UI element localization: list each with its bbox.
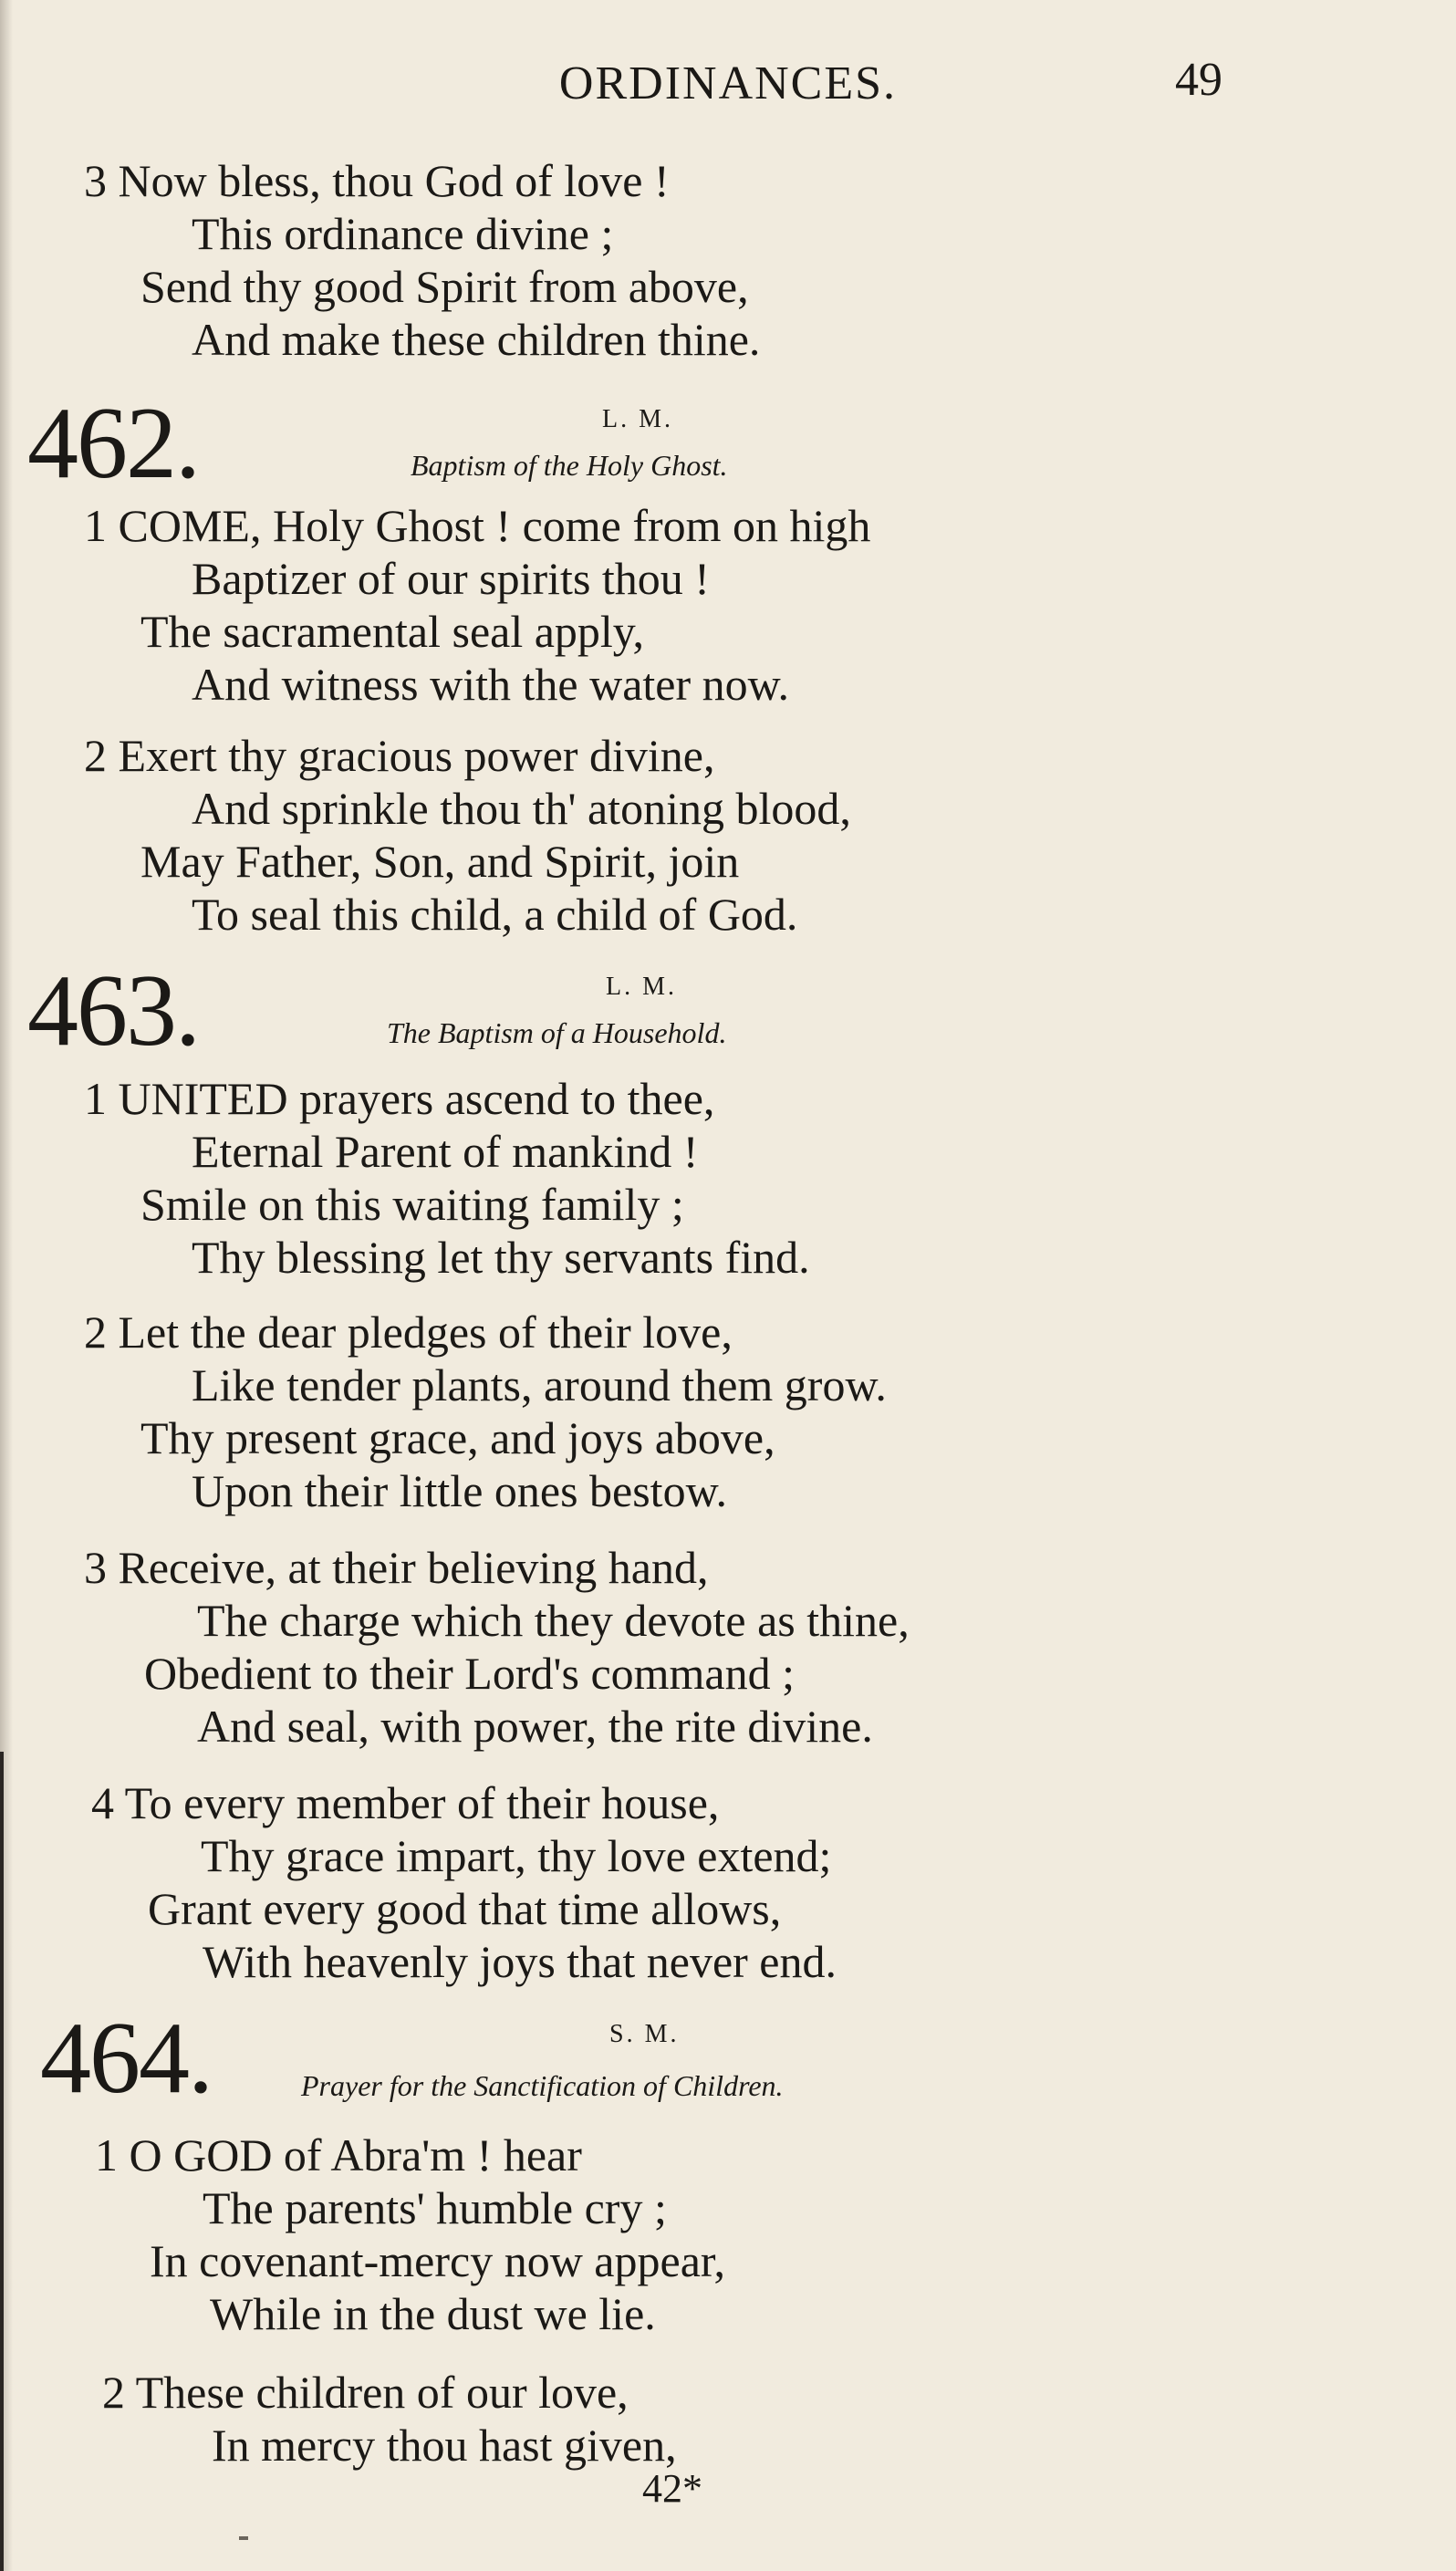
verse-line: The parents' humble cry ; (203, 2182, 667, 2233)
binding-edge (0, 1752, 4, 2571)
verse-line: Send thy good Spirit from above, (140, 261, 749, 312)
verse-line: 3 Receive, at their believing hand, (84, 1542, 709, 1593)
verse-line: Obedient to their Lord's command ; (144, 1648, 796, 1699)
hymn-meter: L. M. (602, 405, 673, 433)
hymn-title: The Baptism of a Household. (387, 1016, 727, 1049)
hymn-title: Prayer for the Sanctification of Children. (301, 2069, 784, 2102)
verse-line: In mercy thou hast given, (212, 2420, 677, 2471)
verse-line: Eternal Parent of mankind ! (192, 1126, 699, 1177)
verse-line: Thy present grace, and joys above, (140, 1412, 775, 1463)
verse-line: 2 Exert thy gracious power divine, (84, 730, 715, 781)
ink-speck (239, 2536, 248, 2540)
verse-line: Thy blessing let thy servants find. (192, 1232, 810, 1283)
verse-line: 3 Now bless, thou God of love ! (84, 155, 670, 206)
verse-line: Grant every good that time allows, (148, 1883, 782, 1934)
verse-line: 2 Let the dear pledges of their love, (84, 1306, 733, 1358)
hymn-number: 464. (40, 2002, 212, 2115)
verse-line: 1 O GOD of Abra'm ! hear (95, 2129, 582, 2181)
verse-line: 2 These children of our love, (102, 2367, 629, 2418)
verse-line: While in the dust we lie. (210, 2288, 656, 2339)
verse-line: With heavenly joys that never end. (203, 1936, 837, 1987)
verse-line: 1 UNITED prayers ascend to thee, (84, 1073, 715, 1124)
verse-line: 4 To every member of their house, (91, 1777, 720, 1828)
running-head: ORDINANCES. (558, 57, 898, 109)
hymn-title: Baptism of the Holy Ghost. (411, 449, 728, 482)
hymn-meter: S. M. (609, 2020, 680, 2048)
verse-line: Thy grace impart, thy love extend; (201, 1830, 832, 1881)
verse-line: May Father, Son, and Spirit, join (140, 836, 740, 887)
verse-line: The charge which they devote as thine, (197, 1595, 910, 1646)
verse-line: And seal, with power, the rite divine. (197, 1701, 873, 1752)
page-number: 49 (1175, 54, 1222, 106)
verse-line: Upon their little ones bestow. (192, 1465, 727, 1516)
hymn-meter: L. M. (606, 973, 677, 1001)
verse-line: 1 COME, Holy Ghost ! come from on high (84, 500, 871, 551)
hymn-number: 463. (27, 954, 199, 1067)
verse-line: The sacramental seal apply, (140, 606, 645, 657)
verse-line: Smile on this waiting family ; (140, 1179, 684, 1230)
hymn-number: 462. (27, 387, 199, 500)
verse-line: And sprinkle thou th' atoning blood, (192, 783, 851, 834)
signature-mark: 42* (642, 2466, 702, 2511)
verse-line: And witness with the water now. (192, 659, 789, 710)
verse-line: Baptizer of our spirits thou ! (192, 553, 710, 604)
verse-line: To seal this child, a child of God. (192, 889, 798, 940)
verse-line: In covenant-mercy now appear, (150, 2235, 726, 2286)
verse-line: This ordinance divine ; (192, 208, 614, 259)
verse-line: Like tender plants, around them grow. (192, 1359, 887, 1410)
verse-line: And make these children thine. (192, 314, 761, 365)
